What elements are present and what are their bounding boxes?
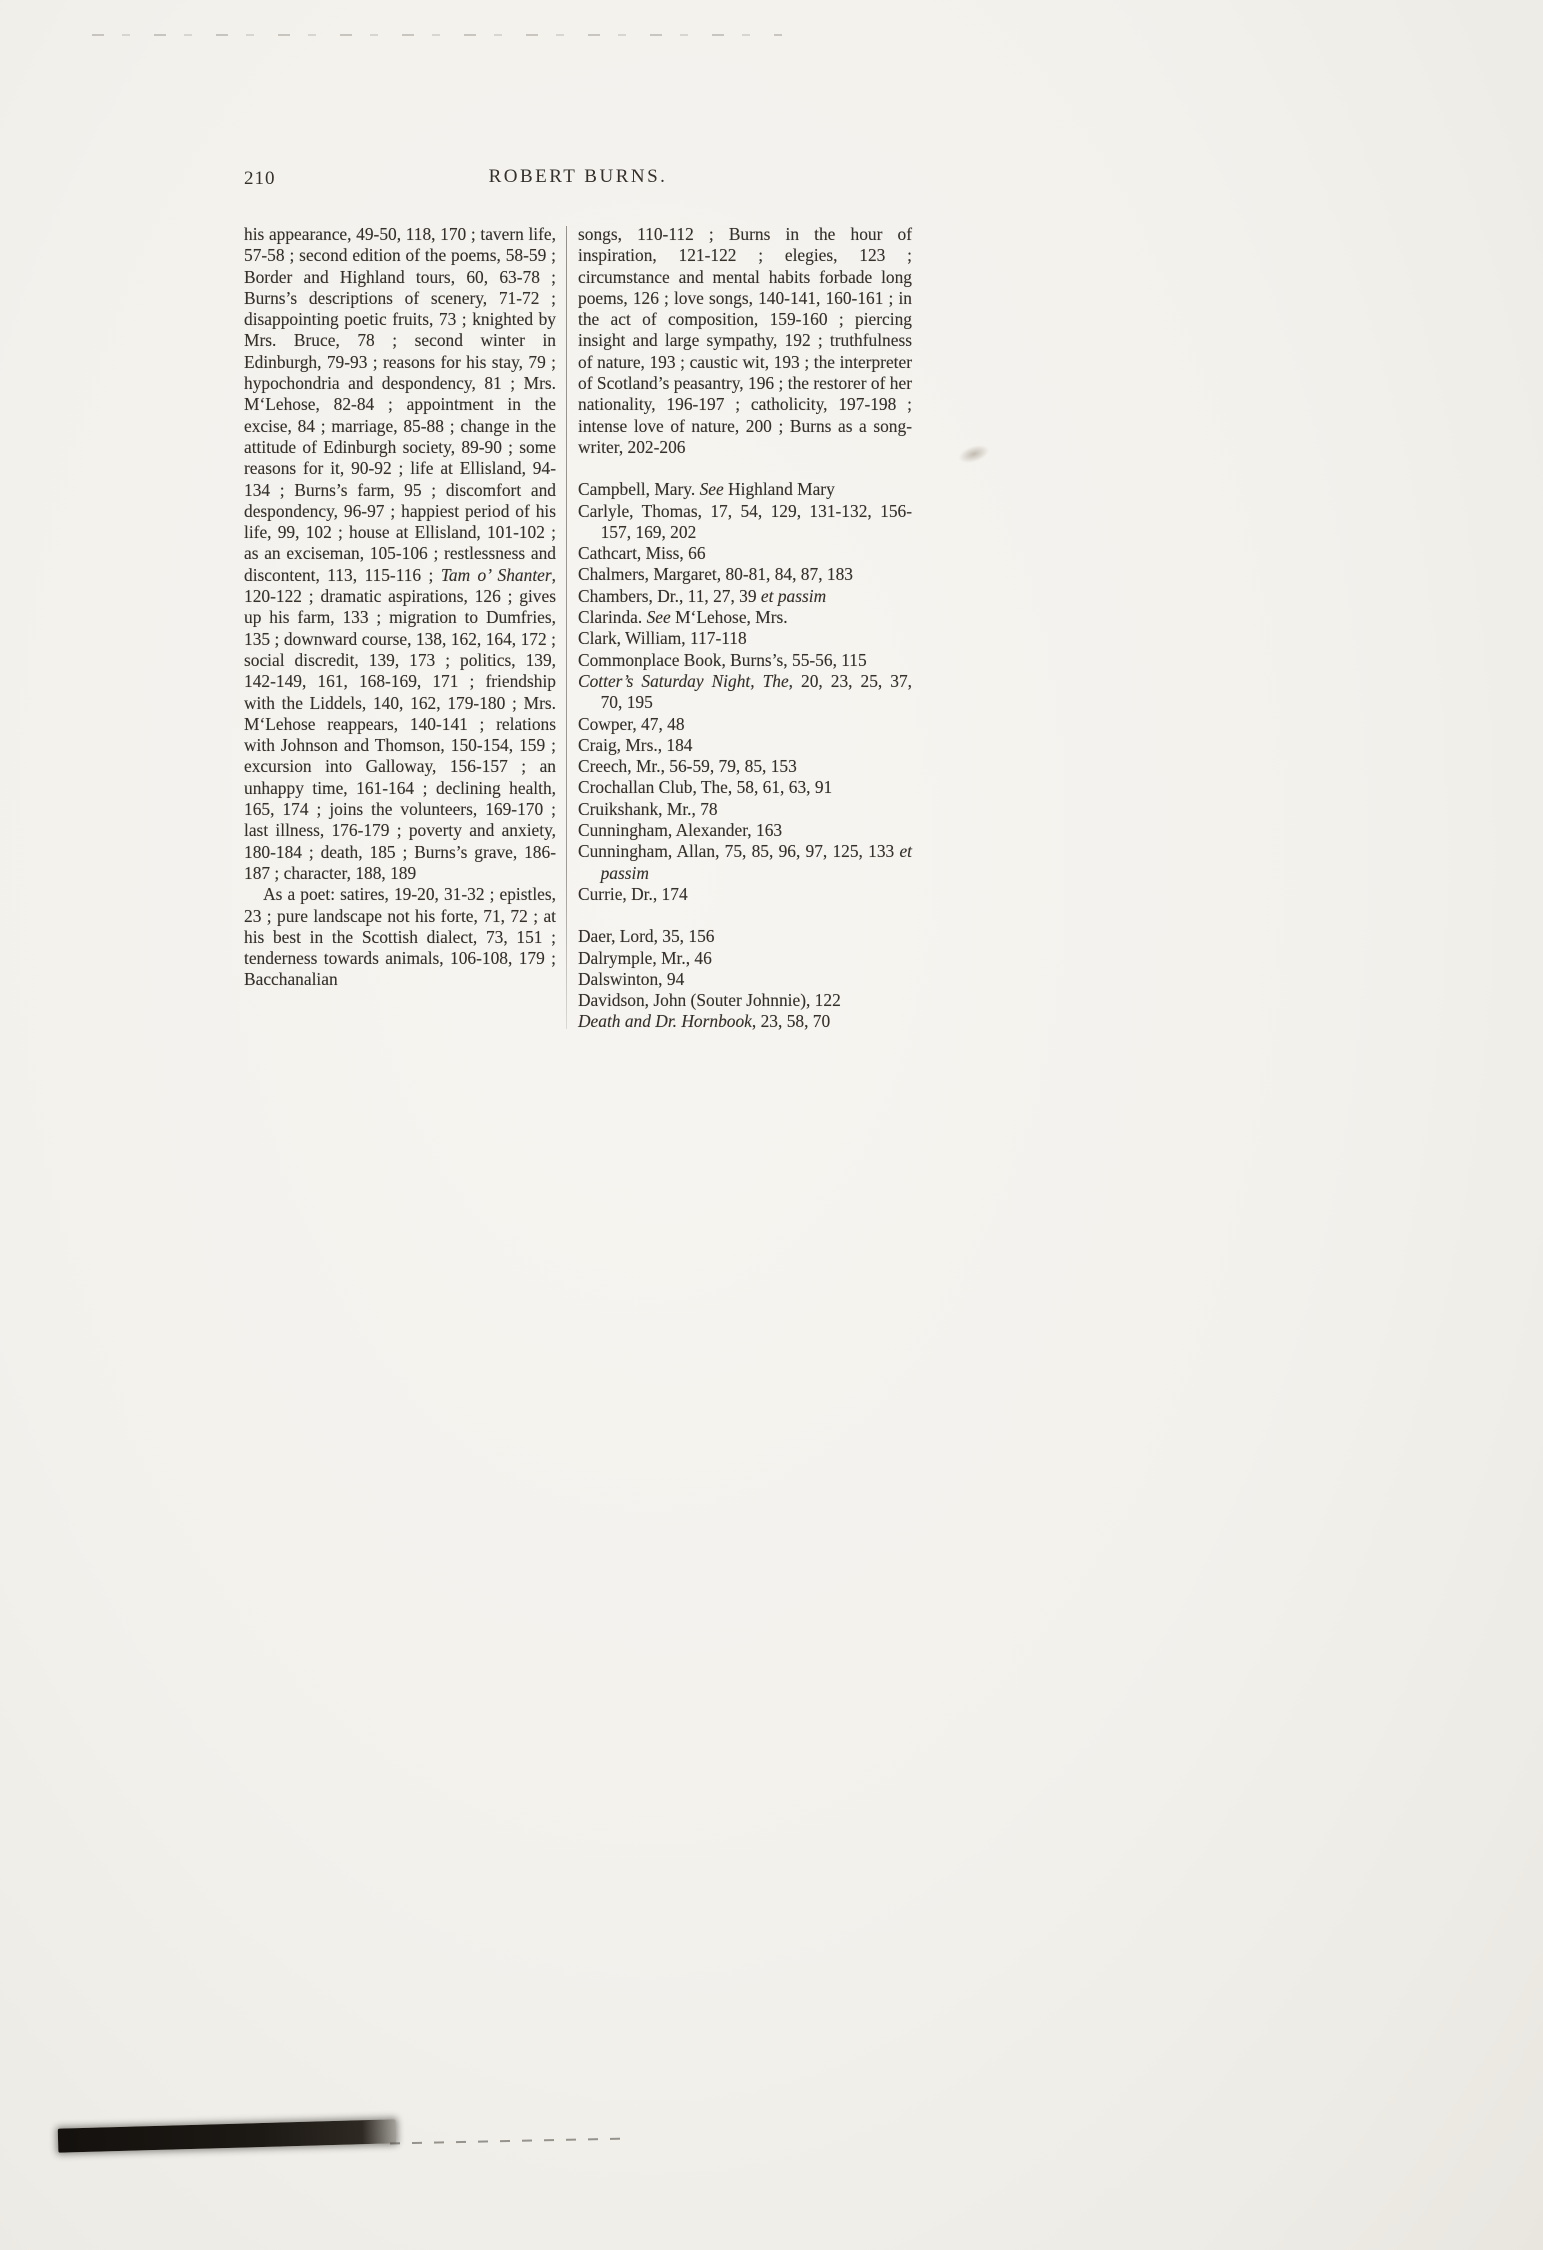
index-entry-italic-text: See	[699, 479, 724, 500]
index-entry-text: Cunningham, Alexander, 163	[578, 820, 783, 841]
index-entry-text: Cunningham, Allan, 75, 85, 96, 97, 125, 133	[578, 841, 900, 862]
index-entry-text: Davidson, John (Souter Johnnie), 122	[578, 990, 841, 1011]
index-entry-text: Daer, Lord, 35, 156	[578, 926, 715, 947]
index-entry-cotters-saturday-night	[578, 671, 912, 714]
index-entry-davidson-john	[578, 990, 912, 1011]
column-divider	[566, 226, 567, 1029]
index-entry-text: Clarinda.	[578, 607, 647, 628]
index-entry-commonplace-book	[578, 650, 912, 671]
index-entry-text: Cowper, 47, 48	[578, 713, 685, 734]
page-number: 210	[244, 168, 276, 189]
index-entry-clarinda	[578, 607, 912, 628]
index-entry-text: Highland Mary	[723, 479, 835, 500]
scan-artifact-bottom-line	[390, 2137, 630, 2144]
index-entry-text: M‘Lehose, Mrs.	[670, 607, 788, 628]
index-entry-text: Carlyle, Thomas, 17, 54, 129, 131-132, 156-157, 169, 202	[578, 500, 912, 542]
index-entry-dalrymple-mr	[578, 948, 912, 969]
index-entry-carlyle-thomas	[578, 501, 912, 544]
index-entry-text: Creech, Mr., 56-59, 79, 85, 153	[578, 756, 797, 777]
index-entry-chambers-dr	[578, 586, 912, 607]
index-entry-text: Dalrymple, Mr., 46	[578, 947, 712, 968]
index-entry-text: Chalmers, Margaret, 80-81, 84, 87, 183	[578, 564, 853, 585]
index-entry-text: , 120-122 ; dramatic aspirations, 126 ; gives up his farm, 133 ; migration to Dumfries, 135 ; downward course, 138, 162, 164, 172 ; social discredit, 139, 173 ; politics, 139, 142-149, 161, 168-169, 171 ; friendship with the Liddels, 140, 162, 179-180 ; Mrs. M‘Lehose reappears, 140-141 ; relations with Johnson and Thomson, 150-154, 159 ; excursion into Galloway, 156-157 ; an unhappy time, 161-164 ; declining health, 165, 174 ; joins the volunteers, 169-170 ; last illness, 176-179 ; poverty and anxiety, 180-184 ; death, 185 ; Burns’s grave, 186-187 ; character, 188, 189	[244, 564, 556, 883]
page-header	[244, 166, 912, 194]
index-entry-italic-text: et passim	[760, 585, 827, 606]
page-content	[244, 166, 912, 1033]
index-entry-text: Clark, William, 117-118	[578, 628, 747, 649]
index-column-left	[244, 224, 556, 1033]
index-entry-burns-poet-continuation	[578, 224, 912, 458]
index-entry-text: Commonplace Book, Burns’s, 55-56, 115	[578, 649, 867, 670]
index-entry-text: Crochallan Club, The, 58, 61, 63, 91	[578, 777, 833, 798]
index-entry-italic-text: See	[646, 607, 671, 628]
index-entry-death-and-dr-hornbook	[578, 1011, 912, 1032]
index-entry-text: Craig, Mrs., 184	[578, 734, 693, 755]
index-entry-text: Currie, Dr., 174	[578, 883, 688, 904]
index-entry-text: his appearance, 49-50, 118, 170 ; tavern life, 57-58 ; second edition of the poems, 58-59 ; Border and Highland tours, 60, 63-78 ; Burns’s descriptions of scenery, 71-72 ; disappointing poetic fruits, 73 ; knighted by Mrs. Bruce, 78 ; second winter in Edinburgh, 79-93 ; reasons for his stay, 79 ; hypochondria and despondency, 81 ; Mrs. M‘Lehose, 82-84 ; appointment in the excise, 84 ; marriage, 85-88 ; change in the attitude of Edinburgh society, 89-90 ; some reasons for it, 90-92 ; life at Ellisland, 94-134 ; Burns’s farm, 95 ; discomfort and despondency, 96-97 ; happiest period of his life, 99, 102 ; house at Ellisland, 101-102 ; as an exciseman, 105-106 ; restlessness and discontent, 113, 115-116 ;	[244, 224, 556, 585]
index-entry-text: Cathcart, Miss, 66	[578, 543, 706, 564]
index-entry-burns-as-a-poet	[244, 884, 556, 990]
index-entry-craig-mrs	[578, 735, 912, 756]
index-entry-text: As a poet: satires, 19-20, 31-32 ; epistles, 23 ; pure landscape not his forte, 71, 72 ; at his best in the Scottish dialect, 73, 151 ; tenderness towards animals, 106-108, 179 ; Bacchanalian	[244, 884, 556, 990]
index-entry-chalmers-margaret	[578, 564, 912, 585]
index-entry-creech-mr	[578, 756, 912, 777]
index-entry-text: Dalswinton, 94	[578, 968, 685, 989]
index-entry-italic-text: et passim	[600, 841, 912, 883]
page-title: ROBERT BURNS.	[488, 166, 668, 187]
index-entry-burns-life-continuation	[244, 224, 556, 884]
scan-artifact-top-edge	[92, 34, 782, 36]
index-entry-crochallan-club	[578, 777, 912, 798]
index-entry-daer-lord	[578, 926, 912, 947]
index-columns	[244, 224, 912, 1033]
index-entry-text: Chambers, Dr., 11, 27, 39	[578, 585, 761, 606]
index-entry-cowper	[578, 714, 912, 735]
index-entry-text: songs, 110-112 ; Burns in the hour of inspiration, 121-122 ; elegies, 123 ; circumstance and mental habits forbade long poems, 126 ; love songs, 140-141, 160-161 ; in the act of composition, 159-160 ; piercing insight and large sympathy, 192 ; truthfulness of nature, 193 ; caustic wit, 193 ; the interpreter of Scotland’s peasantry, 196 ; the restorer of her nationality, 196-197 ; catholicity, 197-198 ; intense love of nature, 200 ; Burns as a song-writer, 202-206	[578, 224, 912, 457]
index-entry-italic-text: Tam o’ Shanter	[440, 564, 552, 585]
index-entry-cunningham-alexander	[578, 820, 912, 841]
index-entry-currie-dr	[578, 884, 912, 905]
index-entry-cathcart-miss	[578, 543, 912, 564]
index-entry-clark-william	[578, 628, 912, 649]
scan-artifact-smudge	[956, 441, 991, 466]
index-entry-cruikshank-mr	[578, 799, 912, 820]
index-entry-text: Campbell, Mary.	[578, 479, 700, 500]
index-entry-dalswinton	[578, 969, 912, 990]
index-entry-cunningham-allan	[578, 841, 912, 884]
index-entry-italic-text: Cotter’s Saturday Night, The	[578, 670, 789, 691]
scan-artifact-bottom-strip	[58, 2119, 397, 2152]
index-entry-text: Cruikshank, Mr., 78	[578, 798, 718, 819]
index-entry-italic-text: Death and Dr. Hornbook	[578, 1011, 752, 1032]
index-column-right	[578, 224, 912, 1033]
index-entry-text: , 20, 23, 25, 37, 70, 195	[600, 670, 912, 713]
index-entry-campbell-mary	[578, 479, 912, 500]
index-entry-text: , 23, 58, 70	[751, 1011, 831, 1032]
